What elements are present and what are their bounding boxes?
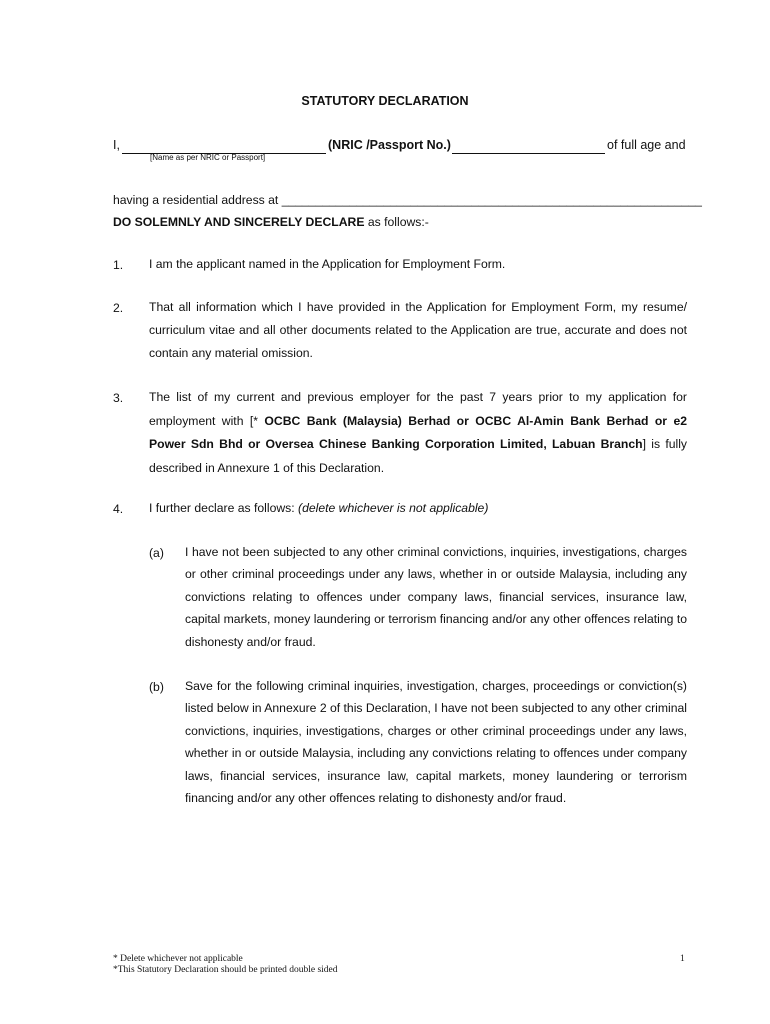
declare-bold: DO SOLEMNLY AND SINCERELY DECLARE xyxy=(113,215,365,229)
declare-rest: as follows:- xyxy=(364,215,429,229)
subitem-text: I have not been subjected to any other criminal convictions, inquiries, investigations, charges or other criminal proceedings under any laws, whether in or outside Malaysia, including any convictions relating to offences under company laws, financial services, insurance law, capital markets, money laundering or terrorism financing and/or any other offences relating to dishonesty and/or fraud. xyxy=(185,545,687,649)
page-number: 1 xyxy=(680,954,685,964)
name-hint: [Name as per NRIC or Passport] xyxy=(150,153,266,162)
footer-note-1: * Delete whichever not applicable xyxy=(113,954,243,964)
item-number: 4. xyxy=(113,502,124,516)
age-suffix: of full age and xyxy=(607,138,686,152)
nric-blank[interactable] xyxy=(452,153,605,154)
subitem-text: Save for the following criminal inquiries, investigation, charges, proceedings or conviction(s) listed below in Annexure 2 of this Declaration, I have not been subjected to any other criminal convictions, inquiries, investigations, charges or other criminal proceedings under any laws, whether in or outside Malaysia, including any convictions relating to offences under company laws, financial services, insurance law, capital markets, money laundering or terrorism financing and/or any other offences relating to dishonesty and/or fraud. xyxy=(185,679,688,806)
declare-line xyxy=(113,215,429,229)
item-number: 2. xyxy=(113,301,124,315)
item-text-italic: (delete whichever is not applicable) xyxy=(298,501,489,515)
item-text-main: I further declare as follows: xyxy=(149,501,299,515)
address-line: having a residential address at ______________________________________________________________ xyxy=(113,193,702,207)
item-text: That all information which I have provided in the Application for Employment Form, my resume/ curriculum vitae and all other documents related to the Application are true, accurate and does not contain any material omission. xyxy=(149,300,687,360)
footer-note-2: *This Statutory Declaration should be printed double sided xyxy=(113,965,338,975)
declarant-prefix: I, xyxy=(113,138,120,152)
item-text-before: The list of my current and previous employer for the past 7 years prior to my application for employment with [* xyxy=(149,390,687,428)
item-text xyxy=(149,386,687,480)
item-number: 3. xyxy=(113,391,124,405)
nric-label: (NRIC /Passport No.) xyxy=(328,138,451,152)
bank-names: OCBC Bank (Malaysia) Berhad or OCBC Al-Amin Bank Berhad or e2 Power Sdn Bhd or Oversea Chinese Banking Corporation Limited, Labuan Branch xyxy=(149,413,688,451)
item-text xyxy=(149,497,687,520)
item-text: I am the applicant named in the Application for Employment Form. xyxy=(149,257,506,271)
item-number: 1. xyxy=(113,258,124,272)
subitem-label: (a) xyxy=(149,546,164,560)
subitem-label: (b) xyxy=(149,680,164,694)
document-title: STATUTORY DECLARATION xyxy=(301,94,469,108)
item-text-after: ] is fully described in Annexure 1 of this Declaration. xyxy=(149,437,688,475)
